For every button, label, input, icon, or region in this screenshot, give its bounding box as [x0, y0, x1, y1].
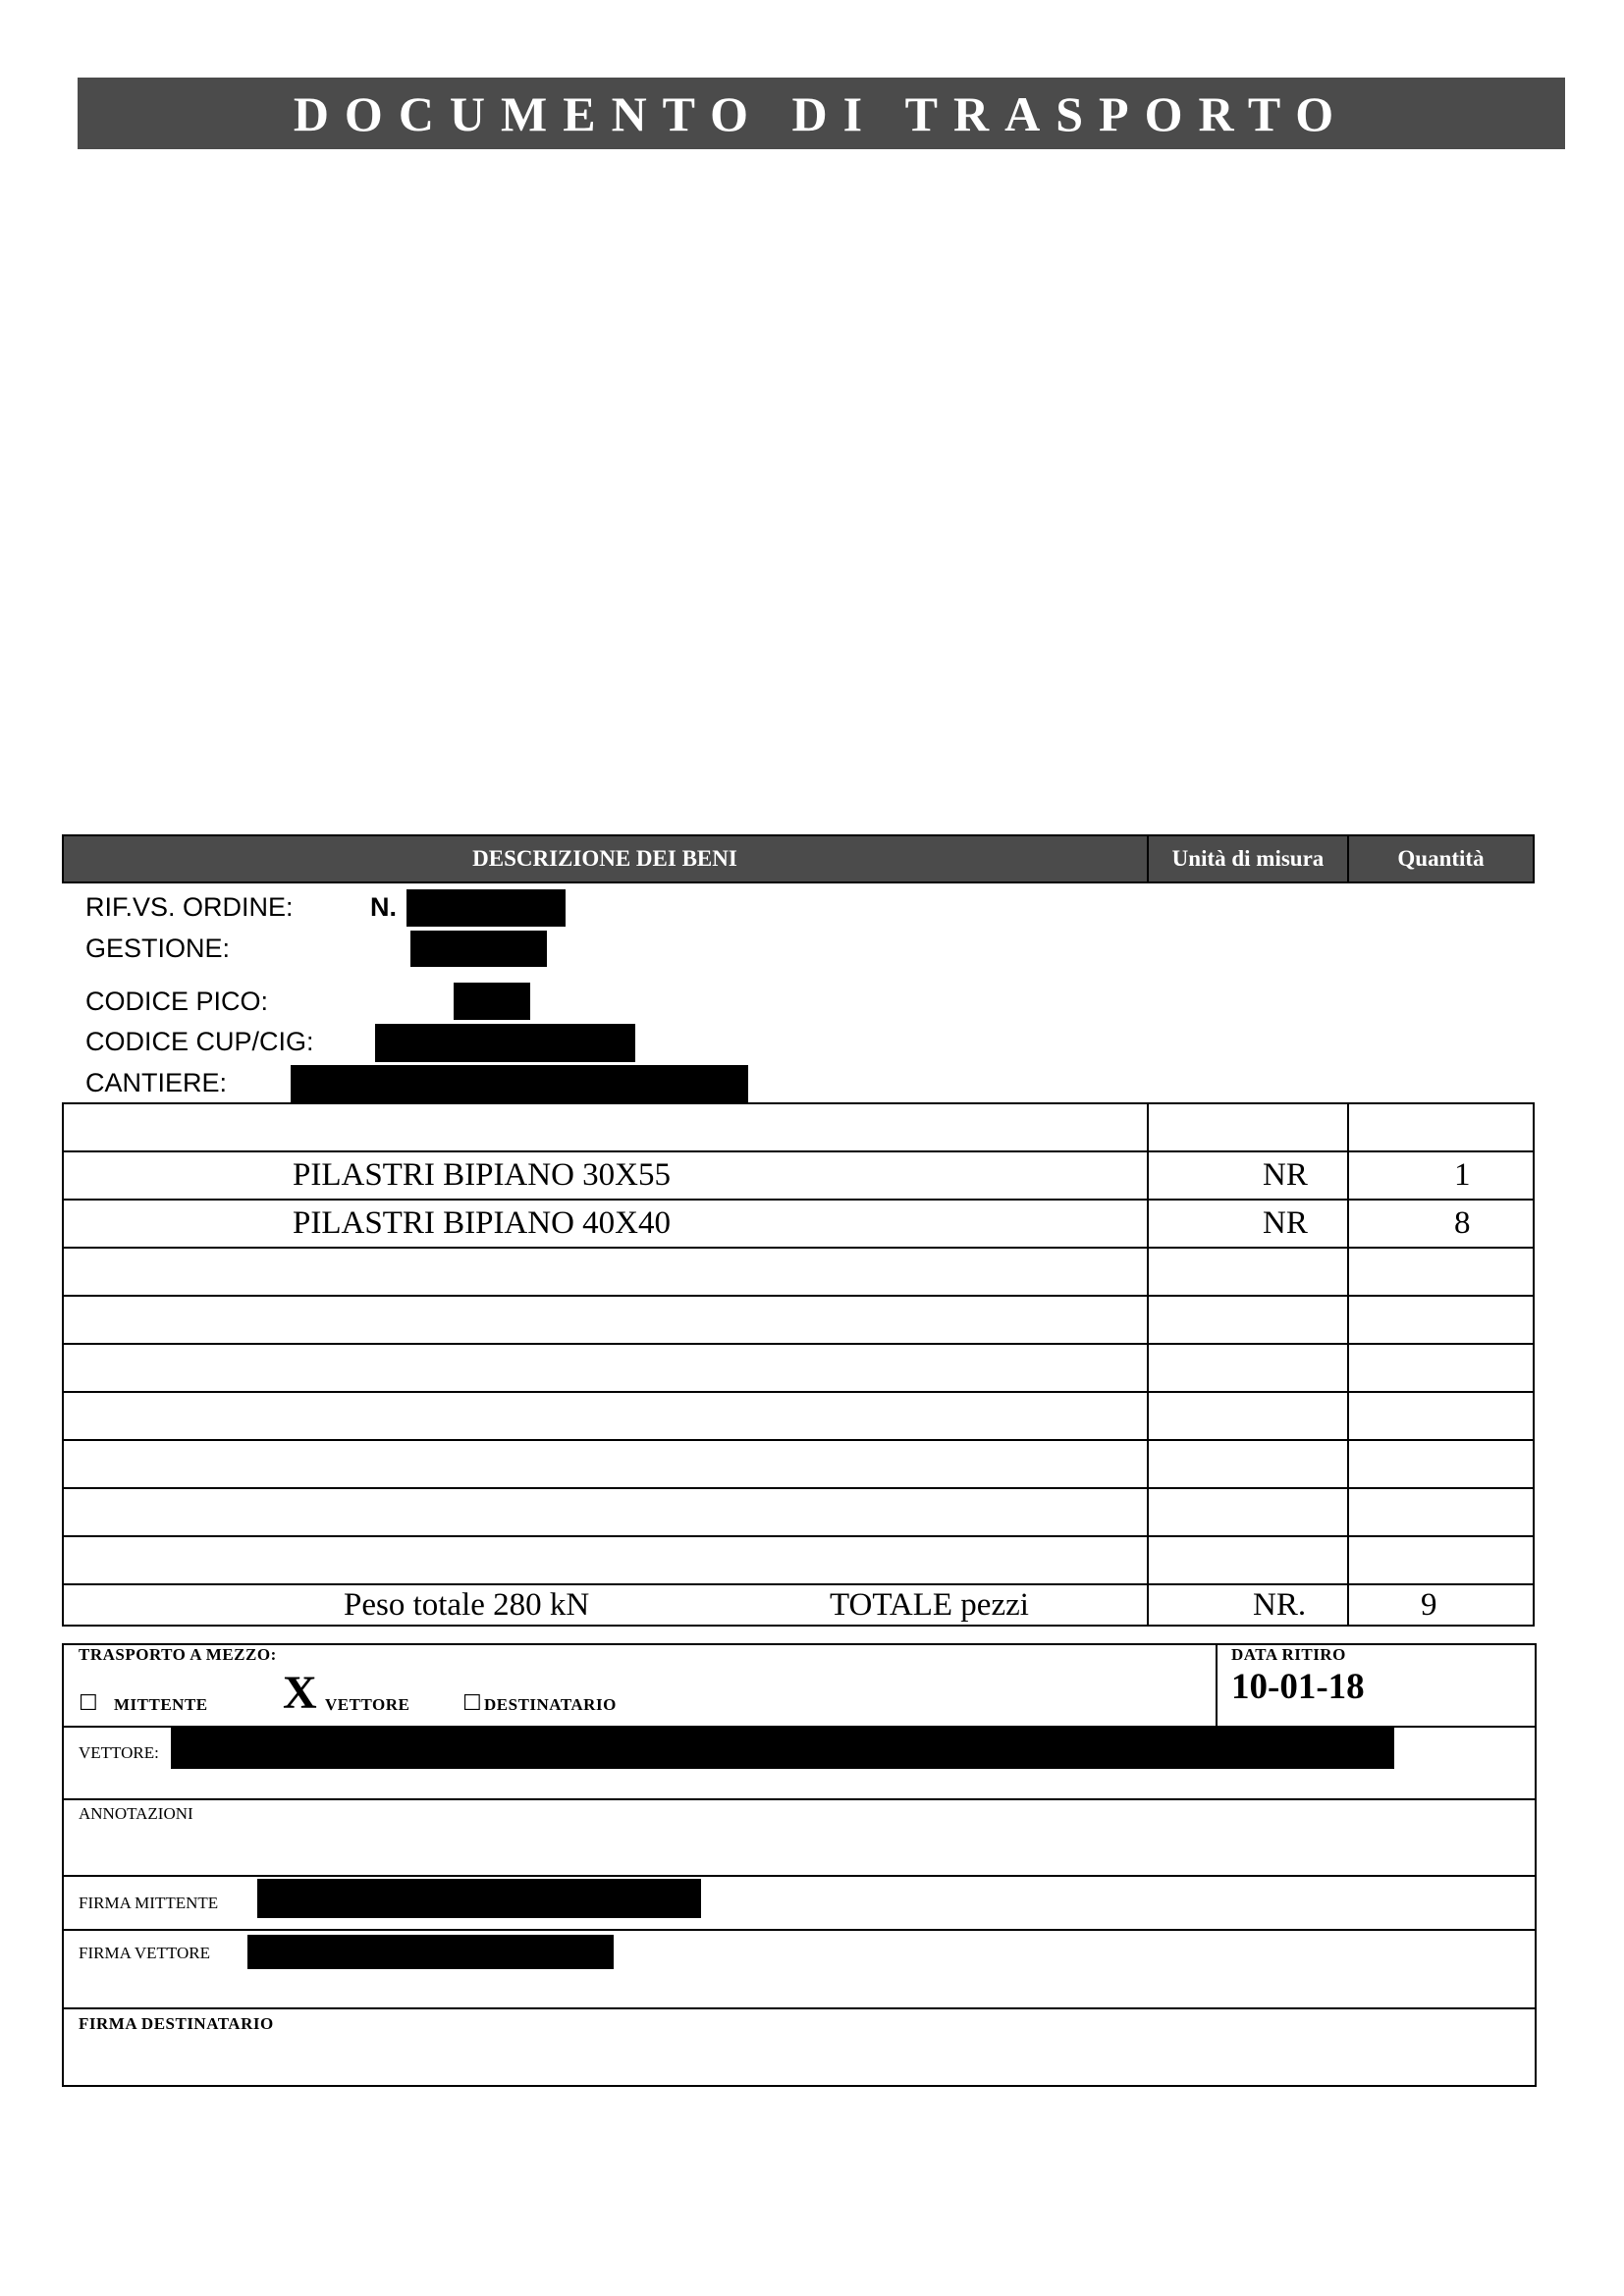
redaction-cantiere: [291, 1065, 748, 1103]
data-ritiro-label: DATA RITIRO: [1231, 1645, 1346, 1664]
redaction-firma-vettore: [247, 1935, 614, 1969]
redaction-order-number: [406, 889, 566, 927]
header-quantity: Quantità: [1349, 835, 1533, 882]
transport-label: TRASPORTO A MEZZO:: [79, 1645, 277, 1664]
redaction-codice-cup: [375, 1024, 635, 1062]
header-unit: Unità di misura: [1149, 835, 1347, 882]
firma-destinatario-label: FIRMA DESTINATARIO: [79, 2014, 274, 2033]
total-quantity: 9: [1421, 1587, 1437, 1623]
total-pieces-label: TOTALE pezzi: [830, 1587, 1029, 1623]
row-description: PILASTRI BIPIANO 40X40: [293, 1205, 672, 1241]
codice-cup-label: CODICE CUP/CIG:: [85, 1027, 314, 1056]
redaction-codice-pico: [454, 983, 530, 1020]
rif-label: RIF.VS. ORDINE:: [85, 892, 294, 922]
destinatario-checkbox[interactable]: ☐: [462, 1690, 482, 1715]
vettore-label: VETTORE:: [79, 1743, 159, 1762]
page-title: DOCUMENTO DI TRASPORTO: [78, 78, 1565, 149]
redaction-firma-mittente: [257, 1879, 701, 1918]
firma-vettore-label: FIRMA VETTORE: [79, 1944, 210, 1962]
redaction-vettore: [171, 1728, 1394, 1769]
row-quantity: 1: [1454, 1157, 1471, 1193]
firma-mittente-label: FIRMA MITTENTE: [79, 1894, 219, 1912]
mittente-checkbox[interactable]: ☐: [79, 1690, 98, 1715]
row-unit: NR: [1263, 1205, 1308, 1241]
mittente-option-label: MITTENTE: [114, 1695, 208, 1714]
cantiere-label: CANTIERE:: [85, 1068, 228, 1097]
total-weight: Peso totale 280 kN: [344, 1587, 590, 1623]
row-unit: NR: [1263, 1157, 1308, 1193]
vettore-option-label: VETTORE: [325, 1695, 410, 1714]
destinatario-option-label: DESTINATARIO: [484, 1695, 617, 1714]
redaction-gestione: [410, 931, 547, 967]
data-ritiro-value: 10-01-18: [1231, 1667, 1365, 1707]
rif-n-label: N.: [370, 892, 397, 922]
total-unit: NR.: [1253, 1587, 1307, 1623]
row-description: PILASTRI BIPIANO 30X55: [293, 1157, 672, 1193]
header-description: DESCRIZIONE DEI BENI: [63, 835, 1147, 882]
codice-pico-label: CODICE PICO:: [85, 987, 269, 1016]
annotazioni-label: ANNOTAZIONI: [79, 1804, 193, 1823]
row-quantity: 8: [1454, 1205, 1471, 1241]
gestione-label: GESTIONE:: [85, 934, 231, 963]
vettore-checked-mark[interactable]: X: [283, 1667, 317, 1719]
